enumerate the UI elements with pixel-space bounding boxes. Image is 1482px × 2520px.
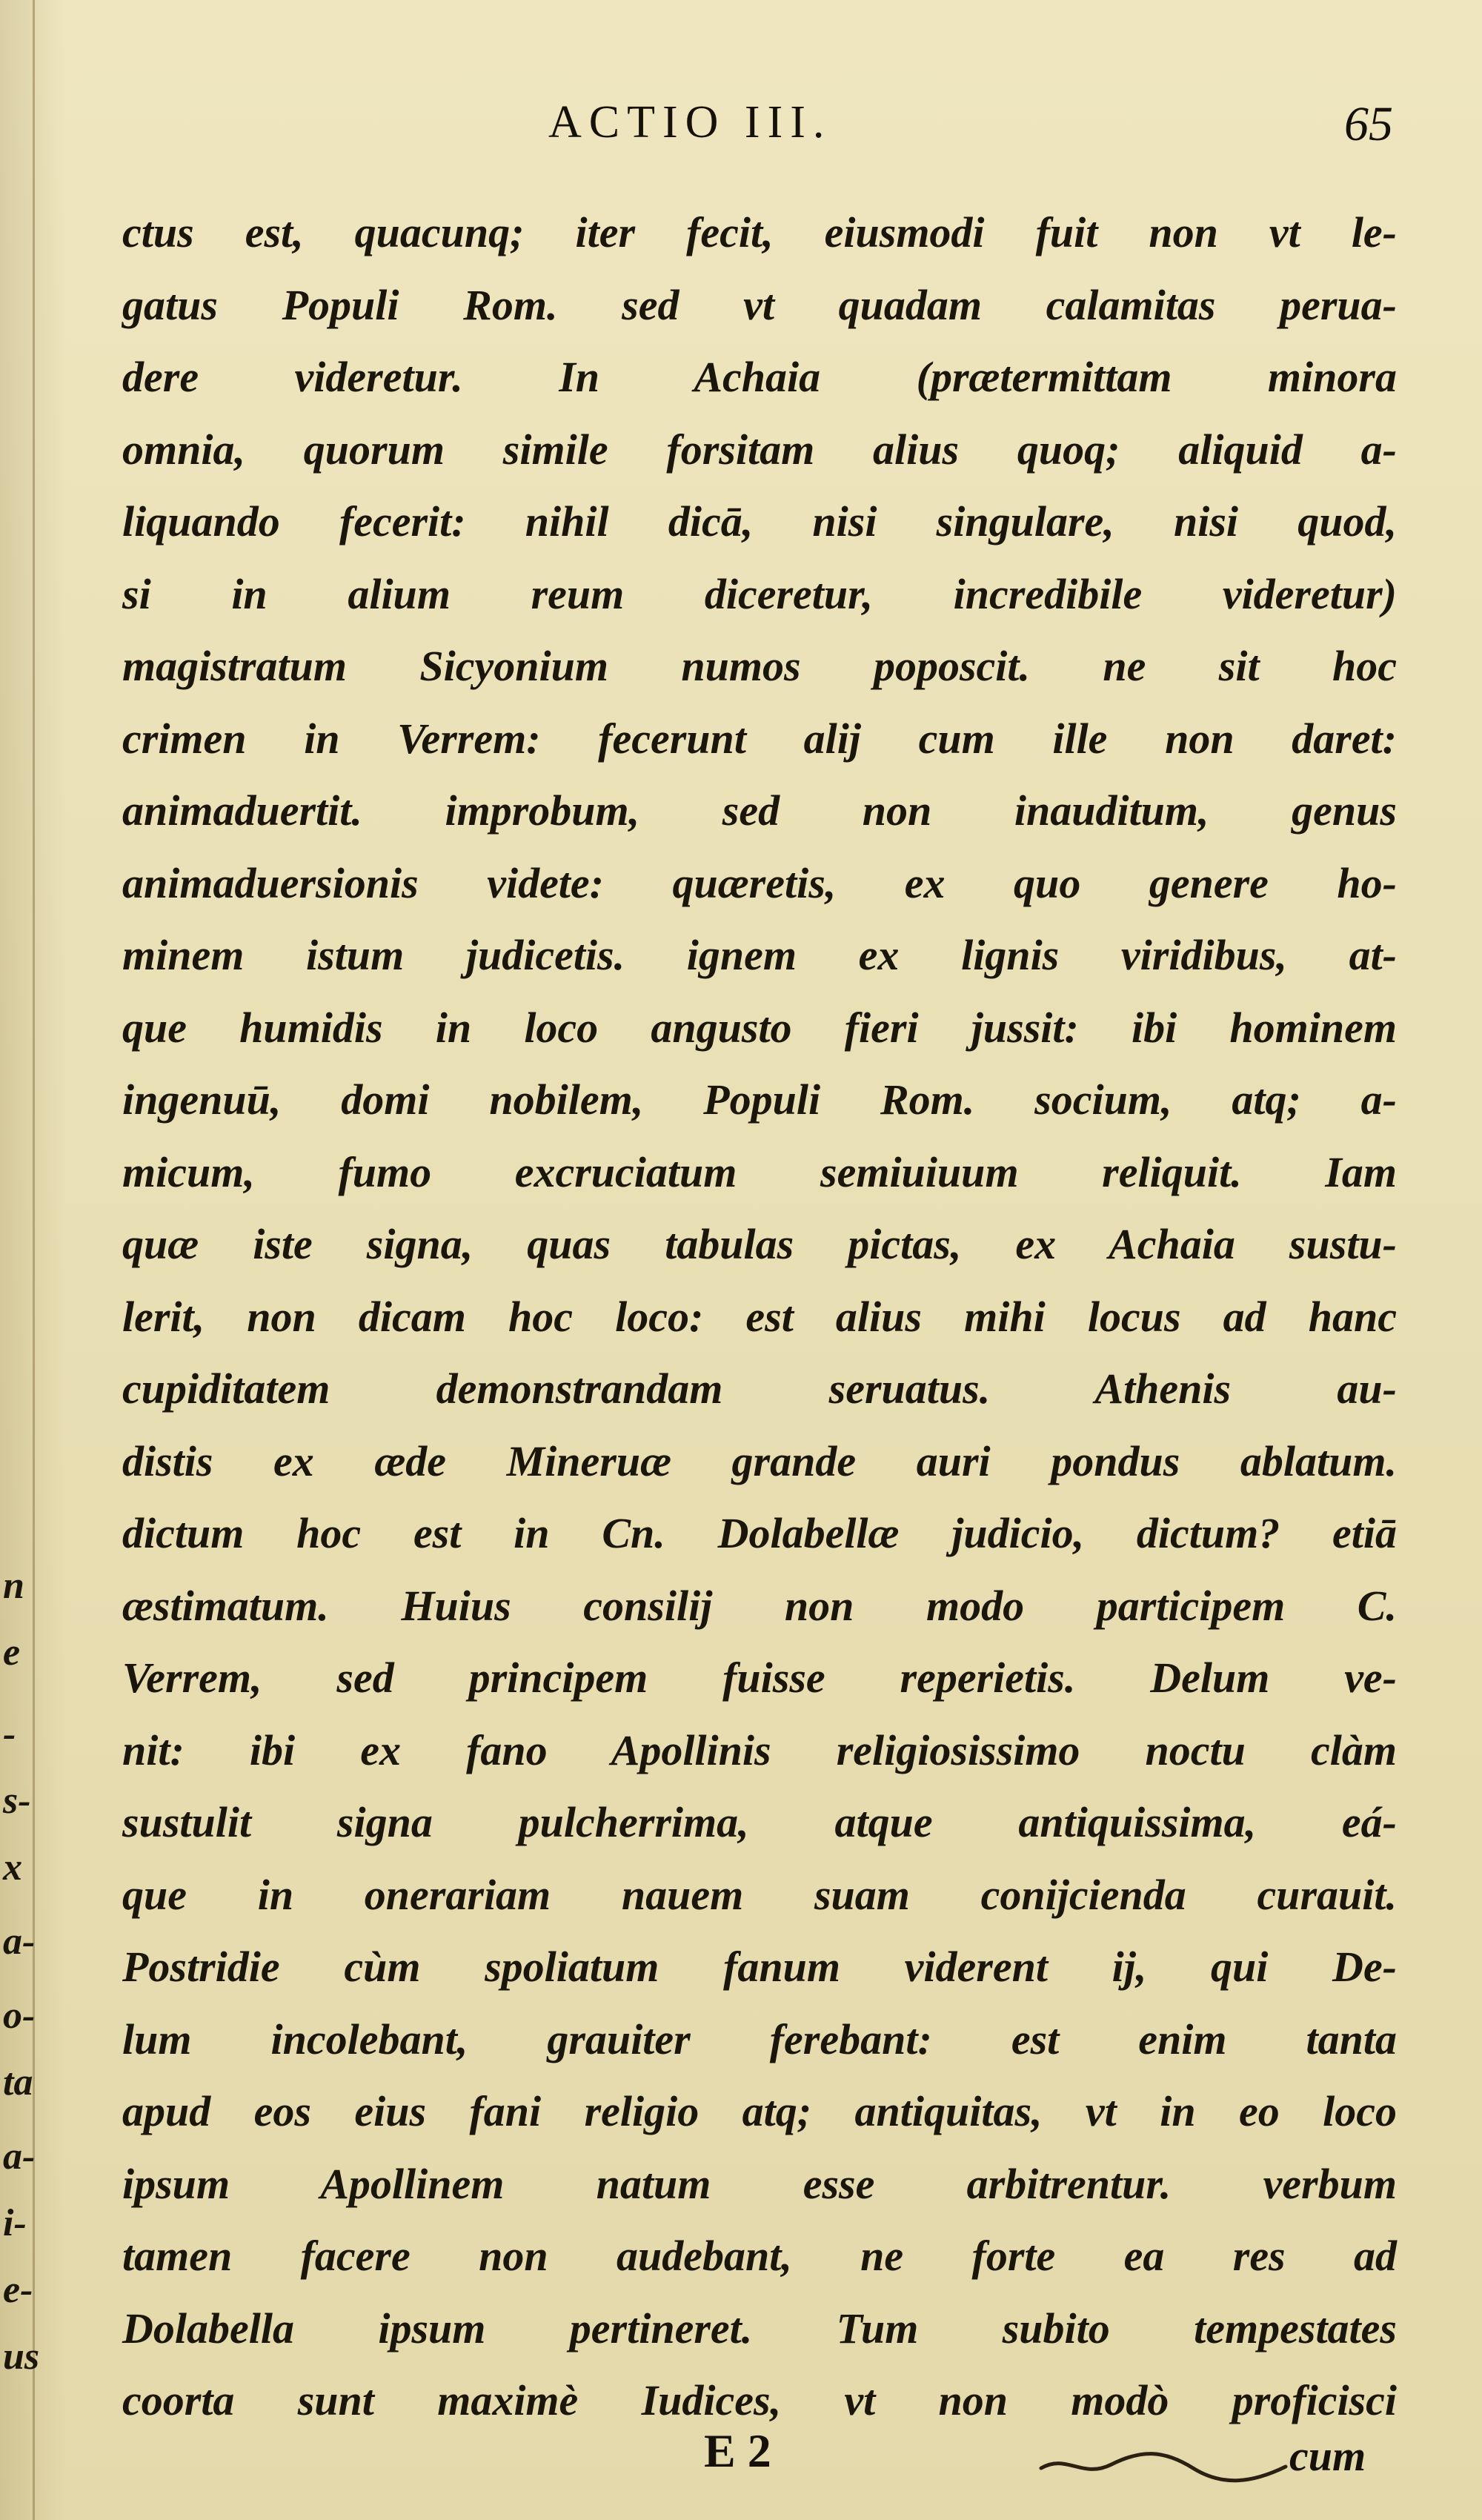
margin-fragment: n [3, 1565, 24, 1607]
text-line: lum incolebant, grauiter ferebant: est enim tanta [122, 2015, 1397, 2063]
margin-fragment: a- [3, 1920, 36, 1963]
text-line: Dolabella ipsum pertineret. Tum subito tempestates [122, 2304, 1397, 2352]
text-line: Verrem, sed principem fuisse reperietis. Delum ve- [122, 1654, 1397, 1702]
text-line: nit: ibi ex fano Apollinis religiosissimo noctu clàm [122, 1725, 1397, 1774]
text-line: tamen facere non audebant, ne forte ea res ad [122, 2232, 1397, 2280]
page-number: 65 [1344, 97, 1393, 151]
text-line: crimen in Verrem: fecerunt alij cum ille non daret: [122, 714, 1397, 763]
text-line: dictum hoc est in Cn. Dolabellæ judicio, dictum? etiā [122, 1509, 1397, 1557]
margin-fragment: o- [3, 1995, 36, 2037]
signature-mark: E 2 [704, 2424, 771, 2477]
text-line: cupiditatem demonstrandam seruatus. Athenis au- [122, 1365, 1397, 1413]
text-line: ctus est, quacunq; iter fecit, eiusmodi fuit non vt le- [122, 208, 1397, 256]
margin-fragment: - [3, 1713, 16, 1755]
margin-fragment: ta [3, 2061, 33, 2103]
margin-fragment: a- [3, 2135, 36, 2178]
text-line: dere videretur. In Achaia (prætermittam minora [122, 353, 1397, 401]
text-line: Postridie cùm spoliatum fanum viderent ij, qui De- [122, 1943, 1397, 1991]
text-line: que humidis in loco angusto fieri jussit: ibi hominem [122, 1003, 1397, 1052]
text-line: ipsum Apollinem natum esse arbitrentur. verbum [122, 2159, 1397, 2208]
text-line: si in alium reum diceretur, incredibile videretur) [122, 569, 1397, 618]
margin-fragment: us [3, 2335, 40, 2378]
text-line: micum, fumo excruciatum semiuiuum reliquit. Iam [122, 1147, 1397, 1196]
body-text [122, 196, 1397, 2424]
margin-fragment: i- [3, 2202, 27, 2244]
text-line: liquando fecerit: nihil dicā, nisi singulare, nisi quod, [122, 497, 1397, 546]
pen-stroke-mark [1037, 2446, 1289, 2490]
margin-fragment: x [3, 1846, 22, 1889]
page-header [548, 96, 1393, 170]
text-line: gatus Populi Rom. sed vt quadam calamitas perua- [122, 280, 1397, 329]
catchword: cum [1289, 2432, 1366, 2480]
text-line: minem istum judicetis. ignem ex lignis viridibus, at- [122, 931, 1397, 979]
text-line: omnia, quorum simile forsitam alius quoq; aliquid a- [122, 425, 1397, 474]
text-line: distis ex æde Mineruæ grande auri pondus ablatum. [122, 1436, 1397, 1485]
text-line: animaduersionis videte: quæretis, ex quo genere ho- [122, 858, 1397, 907]
text-line: æstimatum. Huius consilij non modo participem C. [122, 1581, 1397, 1630]
text-line: coorta sunt maximè Iudices, vt non modò proficisci [122, 2376, 1397, 2424]
margin-fragment: e [3, 1631, 21, 1674]
running-head: ACTIO III. [548, 97, 832, 147]
text-line: ingenuū, domi nobilem, Populi Rom. socium, atq; a- [122, 1075, 1397, 1124]
text-line: magistratum Sicyonium numos poposcit. ne sit hoc [122, 642, 1397, 690]
text-line: quæ iste signa, quas tabulas pictas, ex Achaia sustu- [122, 1220, 1397, 1268]
text-line: lerit, non dicam hoc loco: est alius mihi locus ad hanc [122, 1292, 1397, 1341]
text-line: que in onerariam nauem suam conijcienda curauit. [122, 1870, 1397, 1919]
text-line: sustulit signa pulcherrima, atque antiquissima, eá- [122, 1798, 1397, 1846]
text-line: animaduertit. improbum, sed non inauditum, genus [122, 786, 1397, 835]
margin-fragment: e- [3, 2269, 33, 2311]
margin-fragment: s- [3, 1780, 31, 1822]
text-line: apud eos eius fani religio atq; antiquitas, vt in eo loco [122, 2087, 1397, 2135]
